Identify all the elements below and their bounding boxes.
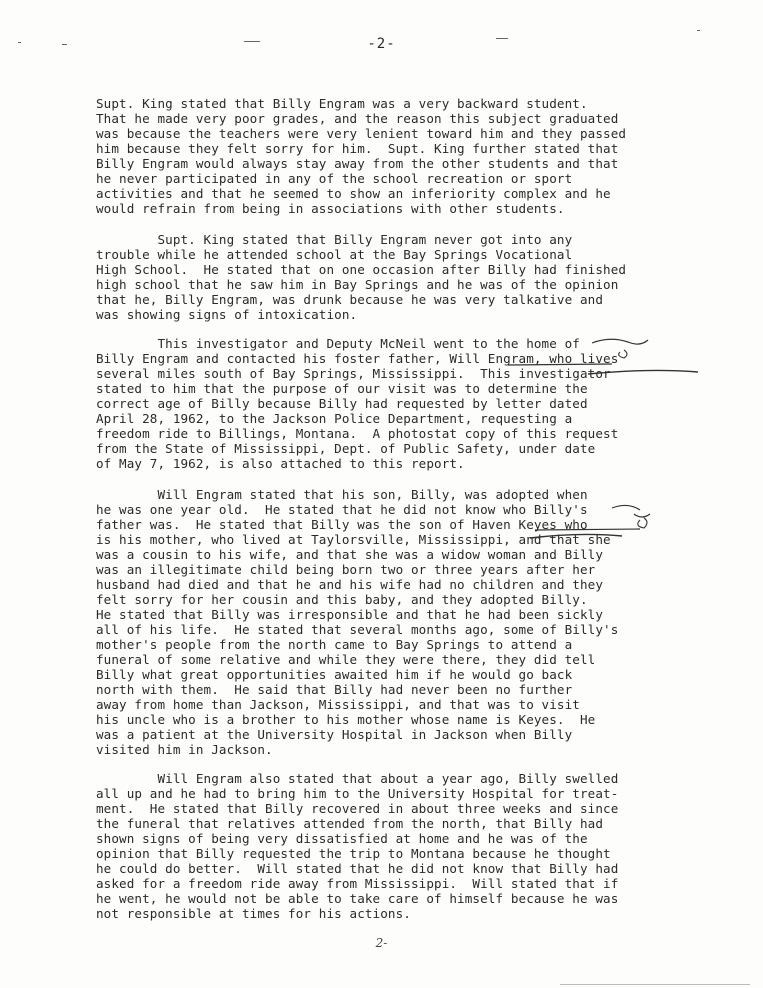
footer-handwritten-mark: 2-: [375, 936, 388, 950]
paragraph-hospital: Will Engram also stated that about a year ago, Billy swelled all up and he had to bring him to the University Hospital for treat- ment. He stated that Billy recovered in about three weeks and since the funeral that relatives attended from the north, that Billy had shown signs of being very dissatisfied at home and he was of the opinion that Billy requested the trip to Montana because he thought he could do better. Will stated that he did not know that Billy had asked for a freedom ride away from Mississippi. Will stated that if he went, he would not be able to take care of himself because he was not responsible at times for his actions.: [96, 771, 619, 921]
paragraph-school-performance: Supt. King stated that Billy Engram was a very backward student. That he made very poor grades, and the reason this subject graduated was because the teachers were very lenient toward him and they passed him because they felt sorry for him. Supt. King further stated that Billy Engram would always stay away from the other students and that he never participated in any of the school recreation or sport activities and that he seemed to show an inferiority complex and he would refrain from being in associations with other students.: [96, 96, 627, 216]
paragraph-home-visit: This investigator and Deputy McNeil went to the home of Billy Engram and contacted his foster father, Will Engram, who lives several miles south of Bay Springs, Mississippi. This investigator stated to him that the purpose of our visit was to determine the correct age of Billy because Billy had requested by letter dated April 28, 1962, to the Jackson Police Department, requesting a freedom ride to Billings, Montana. A photostat copy of this request from the State of Mississippi, Dept. of Public Safety, under date of May 7, 1962, is also attached to this report.: [96, 336, 619, 471]
page-number: -2-: [367, 36, 396, 52]
scan-mark: [697, 30, 700, 31]
scan-mark: [560, 984, 750, 985]
paragraph-adoption: Will Engram stated that his son, Billy, was adopted when he was one year old. He stated that he did not know who Billy's father was. He stated that Billy was the son of Haven Keyes who is his mother, who lived at Taylorsville, Mississippi, and that she was a cousin to his wife, and that she was a widow woman and Billy was an illegitimate child being born two or three years after her husband had died and that he and his wife had no children and they felt sorry for her cousin and this baby, and they adopted Billy. He stated that Billy was irresponsible and that he had been sickly all of his life. He stated that several months ago, some of Billy's mother's people from the north came to Bay Springs to attend a funeral of some relative and while they were there, they did tell Billy what great opportunities awaited him if he would go back north with them. He said that Billy had never been no further away from home than Jackson, Mississippi, and that was to visit his uncle who is a brother to his mother whose name is Keyes. He was a patient at the University Hospital in Jackson when Billy visited him in Jackson.: [96, 487, 619, 757]
paragraph-school-conduct: Supt. King stated that Billy Engram never got into any trouble while he attended school at the Bay Springs Vocational High School. He stated that on one occasion after Billy had finished high school that he saw him in Bay Springs and he was of the opinion that he, Billy Engram, was drunk because he was very talkative and was showing signs of intoxication.: [96, 232, 627, 322]
